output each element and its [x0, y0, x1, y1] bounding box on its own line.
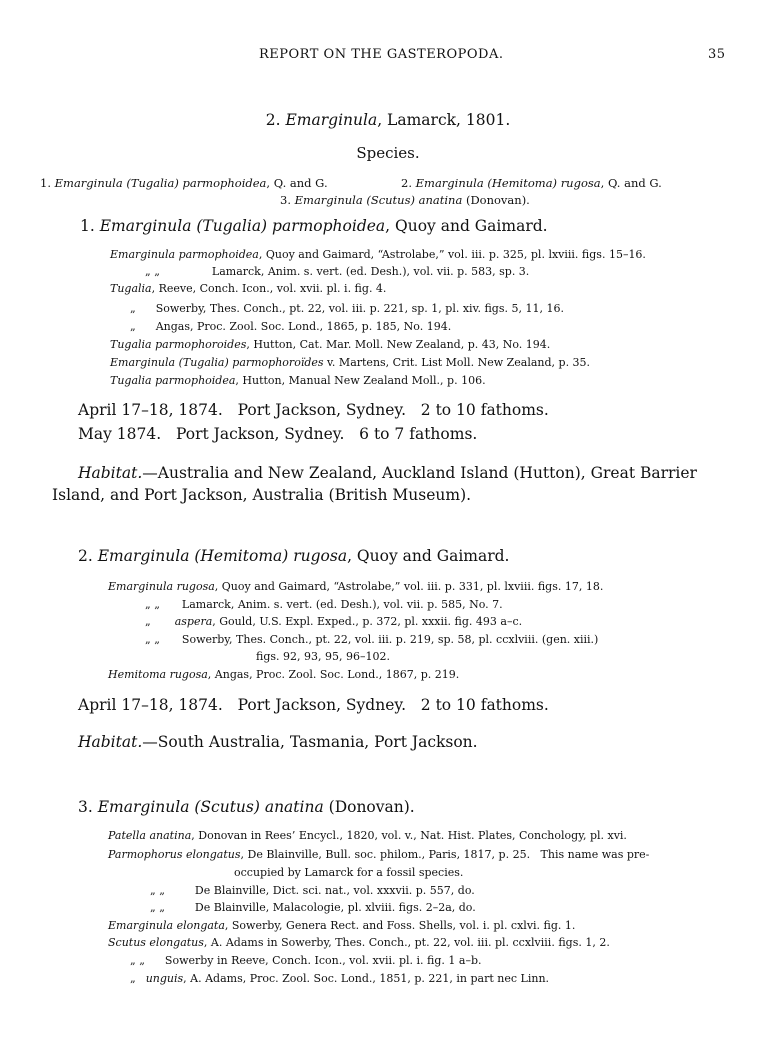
sp1-station-1: April 17–18, 1874. Port Jackson, Sydney. 2 to 10 fathoms.	[78, 401, 549, 419]
ditto-mark: „	[130, 302, 136, 315]
sp1-synonym-1	[110, 248, 646, 261]
synonym-text: , Reeve, Conch. Icon., vol. xvii. pl. i. fig. 4.	[151, 282, 387, 295]
synonym-text: Sowerby, Thes. Conch., pt. 22, vol. iii. p. 221, sp. 1, pl. xiv. figs. 5, 11, 16.	[155, 302, 564, 315]
species-list-item-1	[40, 176, 328, 190]
synonym-text: , Gould, U.S. Expl. Exped., p. 372, pl. xxxii. fig. 493 a–c.	[212, 615, 523, 628]
genus-heading	[0, 111, 776, 129]
ditto-mark: „ „	[145, 633, 160, 646]
species-number: 2.	[78, 547, 93, 565]
species-author: , Quoy and Gaimard.	[347, 547, 510, 565]
synonym-name: Hemitoma rugosa	[108, 668, 208, 681]
genus-name: Emarginula	[285, 111, 378, 129]
synonym-name: Patella anatina	[108, 829, 192, 842]
sp3-synonym-5	[108, 919, 575, 932]
list-author: (Donovan).	[462, 193, 530, 207]
ditto-mark: „	[130, 320, 136, 333]
sp1-station-2: May 1874. Port Jackson, Sydney. 6 to 7 fathoms.	[78, 425, 478, 443]
list-species-name: Emarginula (Tugalia) parmophoidea	[54, 176, 267, 190]
synonym-text: , Quoy and Gaimard, “Astrolabe,” vol. iii. p. 331, pl. lxviii. figs. 17, 18.	[214, 580, 604, 593]
species-1-title	[80, 217, 548, 235]
sp1-synonym-2	[145, 265, 529, 278]
species-name: Emarginula (Scutus) anatina	[97, 798, 324, 816]
synonym-text: v. Martens, Crit. List Moll. New Zealand, p. 35.	[323, 356, 591, 369]
ditto-mark: „ „	[150, 884, 165, 897]
sp2-synonym-1	[108, 580, 603, 593]
list-author: , Q. and G.	[266, 176, 328, 190]
synonym-name: Tugalia	[110, 282, 152, 295]
running-title: REPORT ON THE GASTEROPODA.	[259, 47, 504, 62]
synonym-name: unguis	[145, 972, 184, 985]
list-number: 3.	[280, 193, 291, 207]
synonym-text: , Donovan in Rees’ Encycl., 1820, vol. v., Nat. Hist. Plates, Conchology, pl. xvi.	[191, 829, 627, 842]
ditto-mark: „ „	[145, 598, 160, 611]
genus-number: 2.	[265, 111, 281, 129]
synonym-text: , Sowerby, Genera Rect. and Foss. Shells, vol. i. pl. cxlvi. fig. 1.	[224, 919, 576, 932]
sp1-synonym-3	[110, 282, 386, 295]
habitat-text: —South Australia, Tasmania, Port Jackson.	[142, 733, 478, 751]
habitat-label: Habitat.	[78, 464, 143, 482]
species-name: Emarginula (Hemitoma) rugosa	[97, 547, 348, 565]
synonym-name: Emarginula (Tugalia) parmophoroïdes	[110, 356, 324, 369]
habitat-label: Habitat.	[78, 733, 143, 751]
ditto-mark: „	[130, 972, 136, 985]
ditto-mark: „ „	[145, 265, 160, 278]
synonym-text: , Angas, Proc. Zool. Soc. Lond., 1867, p. 219.	[207, 668, 460, 681]
synonym-name: Tugalia parmophoroides	[110, 338, 247, 351]
synonym-text: , De Blainville, Bull. soc. philom., Paris, 1817, p. 25. This name was pre-	[240, 848, 650, 861]
species-list-item-3	[280, 193, 530, 207]
synonym-text: , Quoy and Gaimard, “Astrolabe,” vol. iii. p. 325, pl. lxviii. figs. 15–16.	[258, 248, 646, 261]
list-number: 1.	[40, 176, 51, 190]
sp2-synonym-2	[145, 598, 503, 611]
synonym-text: , A. Adams, Proc. Zool. Soc. Lond., 1851, p. 221, in part nec Linn.	[183, 972, 550, 985]
sp2-synonym-4-cont: figs. 92, 93, 95, 96–102.	[256, 650, 390, 663]
synonym-name: Emarginula rugosa	[108, 580, 215, 593]
list-species-name: Emarginula (Scutus) anatina	[294, 193, 463, 207]
species-name: Emarginula (Tugalia) parmophoidea	[99, 217, 386, 235]
species-3-title	[78, 798, 415, 816]
species-author: , Quoy and Gaimard.	[385, 217, 548, 235]
synonym-text: , Hutton, Manual New Zealand Moll., p. 106.	[235, 374, 486, 387]
sp1-synonym-8	[110, 374, 486, 387]
synonym-name: Emarginula elongata	[108, 919, 225, 932]
sp3-synonym-7	[130, 954, 482, 967]
page-number: 35	[708, 47, 726, 62]
genus-author: , Lamarck, 1801.	[377, 111, 511, 129]
sp3-synonym-4	[150, 901, 476, 914]
species-heading: Species.	[356, 144, 420, 162]
ditto-mark: „ „	[130, 954, 145, 967]
synonym-name: Scutus elongatus	[108, 936, 204, 949]
habitat-text: —Australia and New Zealand, Auckland Island (Hutton), Great Barrier	[142, 464, 697, 482]
synonym-text: Lamarck, Anim. s. vert. (ed. Desh.), vol. vii. p. 583, sp. 3.	[211, 265, 530, 278]
list-number: 2.	[401, 176, 412, 190]
synonym-text: , Hutton, Cat. Mar. Moll. New Zealand, p. 43, No. 194.	[246, 338, 551, 351]
sp2-station-1: April 17–18, 1874. Port Jackson, Sydney. 2 to 10 fathoms.	[78, 696, 549, 714]
sp3-synonym-3	[150, 884, 475, 897]
sp1-habitat-line-2: Island, and Port Jackson, Australia (British Museum).	[52, 486, 472, 504]
sp2-synonym-3	[145, 615, 522, 628]
synonym-text: De Blainville, Dict. sci. nat., vol. xxxvii. p. 557, do.	[194, 884, 475, 897]
species-number: 1.	[80, 217, 95, 235]
synonym-name: Parmophorus elongatus	[108, 848, 241, 861]
species-2-title	[78, 547, 510, 565]
sp3-synonym-8	[130, 972, 549, 985]
sp3-synonym-2-cont: occupied by Lamarck for a fossil species.	[234, 866, 464, 879]
species-list-item-2	[401, 176, 662, 190]
ditto-mark: „	[145, 615, 151, 628]
synonym-name: Tugalia parmophoidea	[110, 374, 236, 387]
sp2-synonym-4	[145, 633, 598, 646]
sp1-synonym-5	[130, 320, 451, 333]
sp2-habitat-line-1	[78, 733, 478, 751]
sp1-habitat-line-1	[78, 464, 697, 482]
sp3-synonym-6	[108, 936, 610, 949]
synonym-text: De Blainville, Malacologie, pl. xlviii. figs. 2–2a, do.	[194, 901, 476, 914]
synonym-text: Sowerby in Reeve, Conch. Icon., vol. xvii. pl. i. fig. 1 a–b.	[164, 954, 482, 967]
list-species-name: Emarginula (Hemitoma) rugosa	[415, 176, 601, 190]
synonym-text: Angas, Proc. Zool. Soc. Lond., 1865, p. 185, No. 194.	[155, 320, 452, 333]
sp3-synonym-2	[108, 848, 649, 861]
synonym-name: Emarginula parmophoidea	[110, 248, 259, 261]
species-number: 3.	[78, 798, 93, 816]
synonym-name: aspera	[174, 615, 213, 628]
synonym-text: Lamarck, Anim. s. vert. (ed. Desh.), vol. vii. p. 585, No. 7.	[181, 598, 503, 611]
synonym-text: , A. Adams in Sowerby, Thes. Conch., pt. 22, vol. iii. pl. ccxlviii. figs. 1, 2.	[203, 936, 610, 949]
sp3-synonym-1	[108, 829, 627, 842]
synonym-text: Sowerby, Thes. Conch., pt. 22, vol. iii. p. 219, sp. 58, pl. ccxlviii. (gen. xiii.)	[181, 633, 599, 646]
species-author: (Donovan).	[323, 798, 415, 816]
sp1-synonym-4	[130, 302, 564, 315]
list-author: , Q. and G.	[600, 176, 662, 190]
sp2-synonym-5	[108, 668, 459, 681]
sp1-synonym-7	[110, 356, 590, 369]
ditto-mark: „ „	[150, 901, 165, 914]
sp1-synonym-6	[110, 338, 550, 351]
